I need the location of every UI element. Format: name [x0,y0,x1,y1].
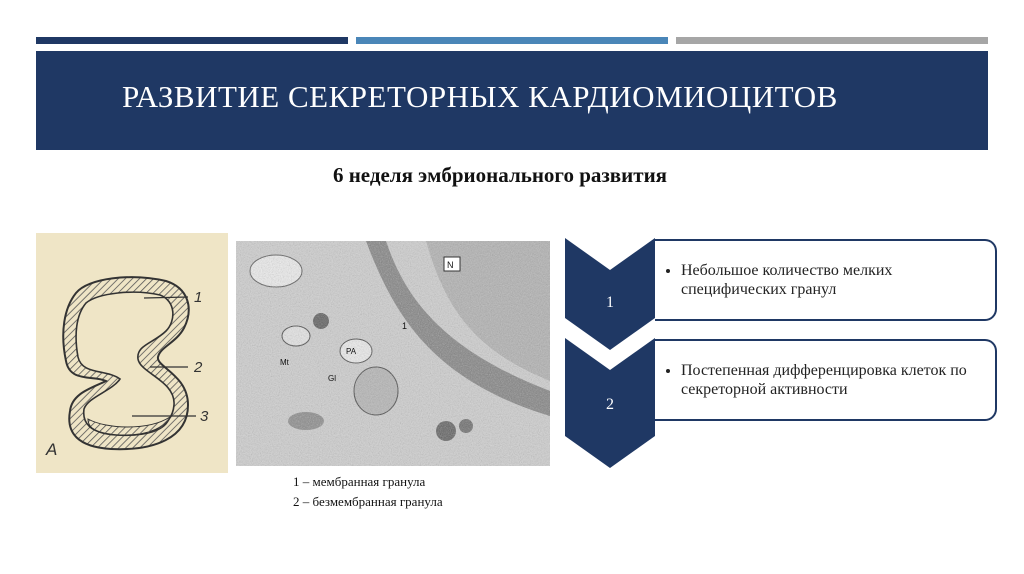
cell-diagram-drawing [36,233,228,473]
micrograph-label-pa: PA [346,347,357,356]
accent-bar-blue [356,37,668,44]
electron-micrograph-image [236,241,550,466]
micrograph-label-mt: Mt [280,358,289,367]
accent-bar-dark [36,37,348,44]
step-1-card [655,239,997,321]
micrograph-drawing [236,241,550,466]
micrograph-label-granule: 1 [402,321,408,331]
cell-diagram-image [36,233,228,473]
caption-membrane-granule: 1 – мембранная гранула [293,474,426,489]
title-band [36,51,988,150]
step-1-number: 1 [606,294,614,311]
micrograph-label-gl: Gl [328,374,336,383]
step-2-number: 2 [606,396,614,413]
accent-bar-gray [676,37,988,44]
step-1-chevron [565,238,655,350]
step-1-text: • Небольшое количество мелких специфических гранул [681,261,981,299]
diagram-label-3: 3 [200,408,209,425]
step-2-text: • Постепенная дифференцировка клеток по секреторной активности [681,361,981,399]
step-2-chevron [565,338,655,468]
page-title: РАЗВИТИЕ СЕКРЕТОРНЫХ КАРДИОМИОЦИТОВ [122,79,838,114]
caption-non-membrane-granule: 2 – безмембранная гранула [293,494,443,509]
micrograph-label-nucleus: N [447,260,454,270]
step-2-card [655,339,997,421]
diagram-label-2: 2 [194,359,203,376]
subtitle: 6 неделя эмбрионального развития [332,163,668,187]
diagram-label-1: 1 [194,289,203,306]
diagram-panel-letter: А [46,440,58,459]
